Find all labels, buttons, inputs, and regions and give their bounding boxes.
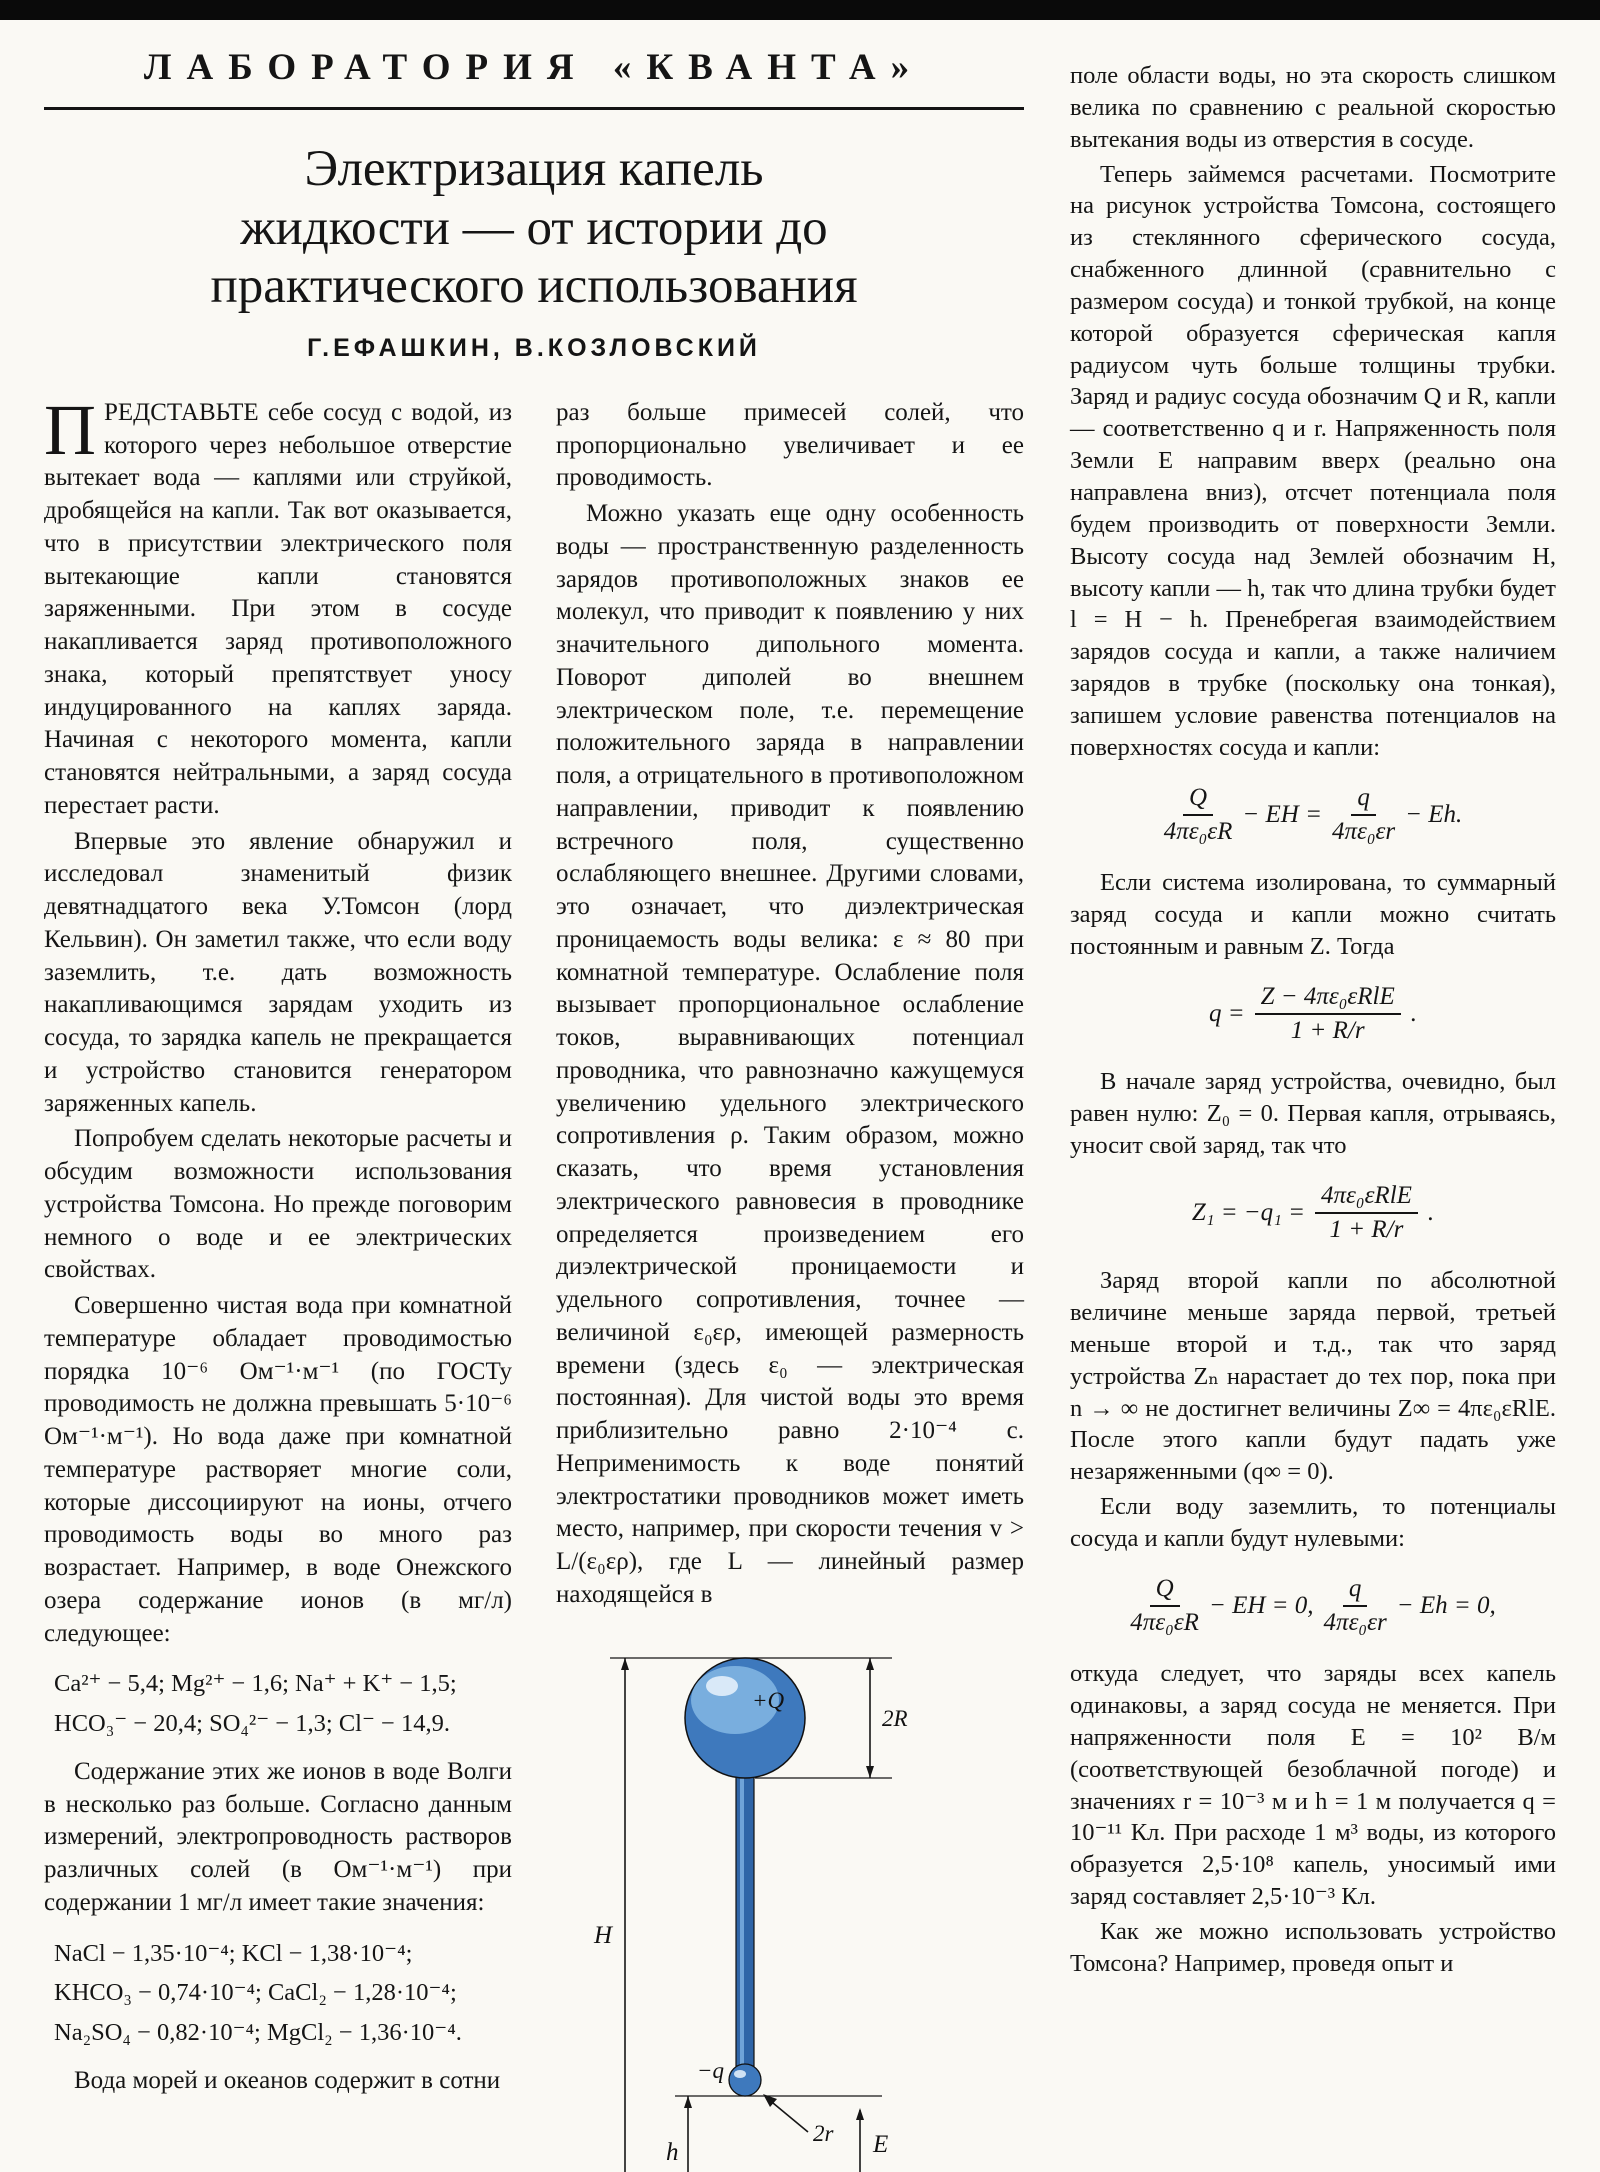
- paragraph: Если система изолирована, то суммарный заряд сосуда и капли можно считать постоянным и равным Z. Тогда: [1070, 869, 1556, 960]
- height-H-label: H: [594, 1921, 613, 1949]
- fraction-numerator: q: [1343, 1575, 1368, 1608]
- field-E-arrow: [856, 2108, 864, 2172]
- height-h-dimension: [684, 2096, 692, 2172]
- conductivity-list: [44, 1934, 512, 2053]
- formula-tail: .: [1427, 1199, 1435, 1227]
- fraction-denominator: 4πε₀εR: [1130, 1609, 1199, 1637]
- conductivity-line: Na₂SO₄ − 0,82·10⁻⁴; MgCl₂ − 1,36·10⁻⁴.: [54, 2018, 462, 2046]
- body-columns: [44, 389, 1024, 2172]
- ion-line: Ca²⁺ − 5,4; Mg²⁺ − 1,6; Na⁺ + K⁺ − 1,5;: [54, 1670, 457, 1698]
- glass-tube: [736, 1768, 754, 2066]
- column-1: [44, 389, 512, 2172]
- title-line-2: жидкости — от истории до: [240, 199, 828, 256]
- ion-content-list: [44, 1664, 512, 1743]
- fraction-denominator: 4πε₀εr: [1331, 818, 1396, 846]
- paragraph: Вода морей и океанов содержит в сотни: [74, 2066, 501, 2094]
- paragraph-lead: [44, 389, 512, 823]
- fraction: [1255, 983, 1401, 1047]
- apparatus-drawing: [570, 1638, 1010, 2172]
- section-title: ЛАБОРАТОРИЯ «КВАНТА»: [143, 47, 925, 88]
- paragraph: В начале заряд устройства, очевидно, был равен нулю: Z₀ = 0. Первая капля, отрываясь, уносит свой заряд, так что: [1070, 1068, 1556, 1159]
- article-authors: Г.ЕФАШКИН, В.КОЗЛОВСКИЙ: [307, 333, 761, 362]
- paragraph-continuation: откуда следует, что заряды всех капель одинаковы, а заряд сосуда не меняется. При напряженности поля E = 10² В/м (соответствующей безоблачной погоде) и значениях r = 10⁻³ м и h = 1 м получается q = 10⁻¹¹ Кл. При расходе 1 м³ воды, из которого образуется 2,5·10⁸ капель, уносимый ими заряд составляет 2,5·10⁻³ Кл.: [1070, 1660, 1556, 1911]
- paragraph: Теперь займемся расчетами. Посмотрите на рисунок устройства Томсона, состоящего из стеклянного сферического сосуда, снабженного длинной (сравнительно с размером сосуда) и тонкой трубкой, на конце которой образуется сферическая капля радиусом чуть больше толщины трубки. Заряд и радиус сосуда обозначим Q и R, капли — соответственно q и r. Напряженность поля Земли E направим вверх (реально она направлена вниз), отсчет потенциала поля будем производить от поверхности Земли. Высоту сосуда над Землей обозначим H, высоту капли — h, так что длина трубки будет l = H − h. Пренебрегая взаимодействием зарядов сосуда и капли, а также наличием зарядов в трубке (поскольку она тонкая), запишем условие равенства потенциалов на поверхностях сосуда и капли:: [1070, 160, 1556, 761]
- page-content: [0, 20, 1600, 2172]
- fraction-numerator: 4πε₀εRlE: [1315, 1182, 1418, 1215]
- title-line-1: Электризация капель: [304, 141, 764, 197]
- formula-drop-charge: [1070, 983, 1556, 1047]
- paragraph: Заряд второй капли по абсолютной величине меньше заряда первой, третьей меньше второй и т.д., так что заряд устройства Zₙ нарастает до тех пор, пока при n → ∞ не достигнет величины Z∞ = 4πε₀εRlE. После этого капли будут падать уже незаряженными (q∞ = 0).: [1070, 1267, 1556, 1486]
- formula-lhs: q =: [1208, 1000, 1245, 1028]
- water-droplet: [729, 2064, 761, 2096]
- paragraph-continuation: раз больше примесей солей, что пропорционально увеличивает и ее проводимость.: [556, 398, 1024, 492]
- formula-equal-potentials: [1070, 784, 1556, 848]
- title-line-3: практического использования: [210, 258, 858, 315]
- paragraph: Как же можно использовать устройство Томсона? Например, проведя опыт и: [1070, 1917, 1556, 1977]
- fraction-numerator: Q: [1183, 784, 1213, 817]
- fraction: [1315, 1182, 1418, 1246]
- height-h-label: h: [666, 2138, 679, 2166]
- field-E-label: E: [873, 2130, 889, 2158]
- paragraph: Попробуем сделать некоторые расчеты и обсудим возможности использования устройства Томсона. Но прежде поговорим немного о воде и ее электрических свойствах.: [44, 1125, 512, 1284]
- column-3: [1070, 30, 1556, 1980]
- droplet-diameter-label: 2r: [813, 2120, 834, 2146]
- column-2: [556, 397, 1024, 2172]
- fraction: [1332, 784, 1395, 848]
- formula-middle: − EH = 0,: [1208, 1592, 1314, 1620]
- ion-line: HCO₃⁻ − 20,4; SO₄²⁻ − 1,3; Cl⁻ − 14,9.: [54, 1710, 450, 1738]
- fraction-denominator: 1 + R/r: [1290, 1017, 1365, 1045]
- paragraph-continuation: поле области воды, но эта скорость слишком велика по сравнению с реальной скоростью вытекания воды из отверстия в сосуде.: [1070, 62, 1556, 153]
- droplet-charge-label: −q: [696, 2057, 724, 2083]
- spherical-vessel: [685, 1658, 805, 1778]
- thomson-apparatus-figure: [556, 1638, 1024, 2172]
- paragraph: Можно указать еще одну особенность воды — пространственную разделенность зарядов противоположных знаков ее молекул, что приводит к появлению у них значительного дипольного момента. Поворот диполей во внешнем электрическом поле, т.е. перемещение положительного заряда в направлении поля, а отрицательного в противоположном направлении, приводит к появлению встречного поля, существенно ослабляющего внешнее. Другими словами, это означает, что диэлектрическая проницаемость воды велика: ε ≈ 80 при комнатной температуре. Ослабление поля вызывает пропорциональное ослабление токов, выравнивающих потенциал проводника, что равнозначно кажущемуся увеличению удельного электрического сопротивления ρ. Таким образом, можно сказать, что время установления электрического равновесия в проводнике определяется произведением его диэлектрической проницаемости и удельного сопротивления, точнее — величиной ε₀ερ, имеющей размерность времени (здесь ε₀ — электрическая постоянная). Для чистой воды это время приблизительно равно 2·10⁻⁴ с. Неприменимость к воде понятий электростатики проводников может иметь место, например, при скорости течения v > L/(ε₀ερ), где L — линейный размер находящейся в: [556, 500, 1024, 1608]
- diameter-2R-dimension: [866, 1658, 874, 1778]
- diameter-2R-label: 2R: [882, 1705, 908, 1731]
- fraction: [1130, 1575, 1199, 1639]
- formula-middle: − EH =: [1242, 801, 1322, 829]
- fraction-denominator: 4πε₀εr: [1323, 1609, 1387, 1637]
- fraction: [1324, 1575, 1387, 1639]
- paragraph: Если воду заземлить, то потенциалы сосуда и капли будут нулевыми:: [1070, 1493, 1556, 1552]
- fraction-denominator: 1 + R/r: [1329, 1216, 1404, 1244]
- conductivity-line: KHCO₃ − 0,74·10⁻⁴; CaCl₂ − 1,28·10⁻⁴;: [54, 1979, 457, 2007]
- formula-tail: .: [1410, 1000, 1418, 1028]
- page-top-bar: [0, 0, 1600, 20]
- formula-lhs: Z₁ = −q₁ =: [1191, 1199, 1305, 1227]
- formula-tail: − Eh.: [1405, 801, 1463, 829]
- formula-tail: − Eh = 0,: [1396, 1592, 1496, 1620]
- article-title: [54, 140, 1014, 316]
- fraction-numerator: Q: [1150, 1575, 1180, 1608]
- paragraph: Впервые это явление обнаружил и исследовал знаменитый физик девятнадцатого века У.Томсон (лорд Кельвин). Он заметил также, что если воду заземлить, т.е. дать возможность накапливающимся зарядам уходить из сосуда, то зарядка капель не прекращается и устройство становится генератором заряженных капель.: [44, 827, 512, 1117]
- vessel-charge-label: +Q: [752, 1687, 785, 1713]
- paragraph: Совершенно чистая вода при комнатной температуре обладает проводимостью порядка 10⁻⁶ Ом⁻¹·м⁻¹ (по ГОСТу проводимость не должна превышать 5·10⁻⁶ Ом⁻¹·м⁻¹). Но вода даже при комнатной температуре растворяет многие соли, которые диссоциируют на ионы, отчего проводимость воды во много раз возрастает. Например, в воде Онежского озера содержание ионов (в мг/л) следующее:: [44, 1292, 512, 1647]
- left-two-column-block: [44, 30, 1024, 2172]
- fraction-denominator: 4πε₀εR: [1163, 818, 1233, 846]
- section-masthead: [44, 30, 1024, 110]
- fraction: [1164, 784, 1233, 848]
- fraction-numerator: q: [1351, 784, 1376, 817]
- conductivity-line: NaCl − 1,35·10⁻⁴; KCl − 1,38·10⁻⁴;: [54, 1939, 413, 1967]
- height-H-dimension: [621, 1658, 629, 2172]
- drop-cap: П: [44, 389, 96, 470]
- formula-first-drop: [1070, 1182, 1556, 1246]
- paragraph: Содержание этих же ионов в воде Волги в несколько раз больше. Согласно данным измерений, электропроводность растворов различных солей (в Ом⁻¹·м⁻¹) при содержании 1 мг/л имеет такие значения:: [44, 1757, 512, 1916]
- paragraph-text: РЕДСТАВЬТЕ себе сосуд с водой, из которого через небольшое отверстие вытекает вода — каплями или струйкой, дробящейся на капли. Так вот оказывается, что в присутствии электрического поля вытекающие капли становятся заряженными. При этом в сосуде накапливается заряд противоположного знака, который препятствует уносу индуцированного на каплях заряда. Начиная с некоторого момента, капли становятся нейтральными, а заряд сосуда перестает расти.: [44, 398, 512, 819]
- droplet-diameter-pointer: [763, 2094, 808, 2132]
- fraction-numerator: Z − 4πε₀εRlE: [1255, 983, 1401, 1016]
- formula-grounded-potentials: [1070, 1575, 1556, 1639]
